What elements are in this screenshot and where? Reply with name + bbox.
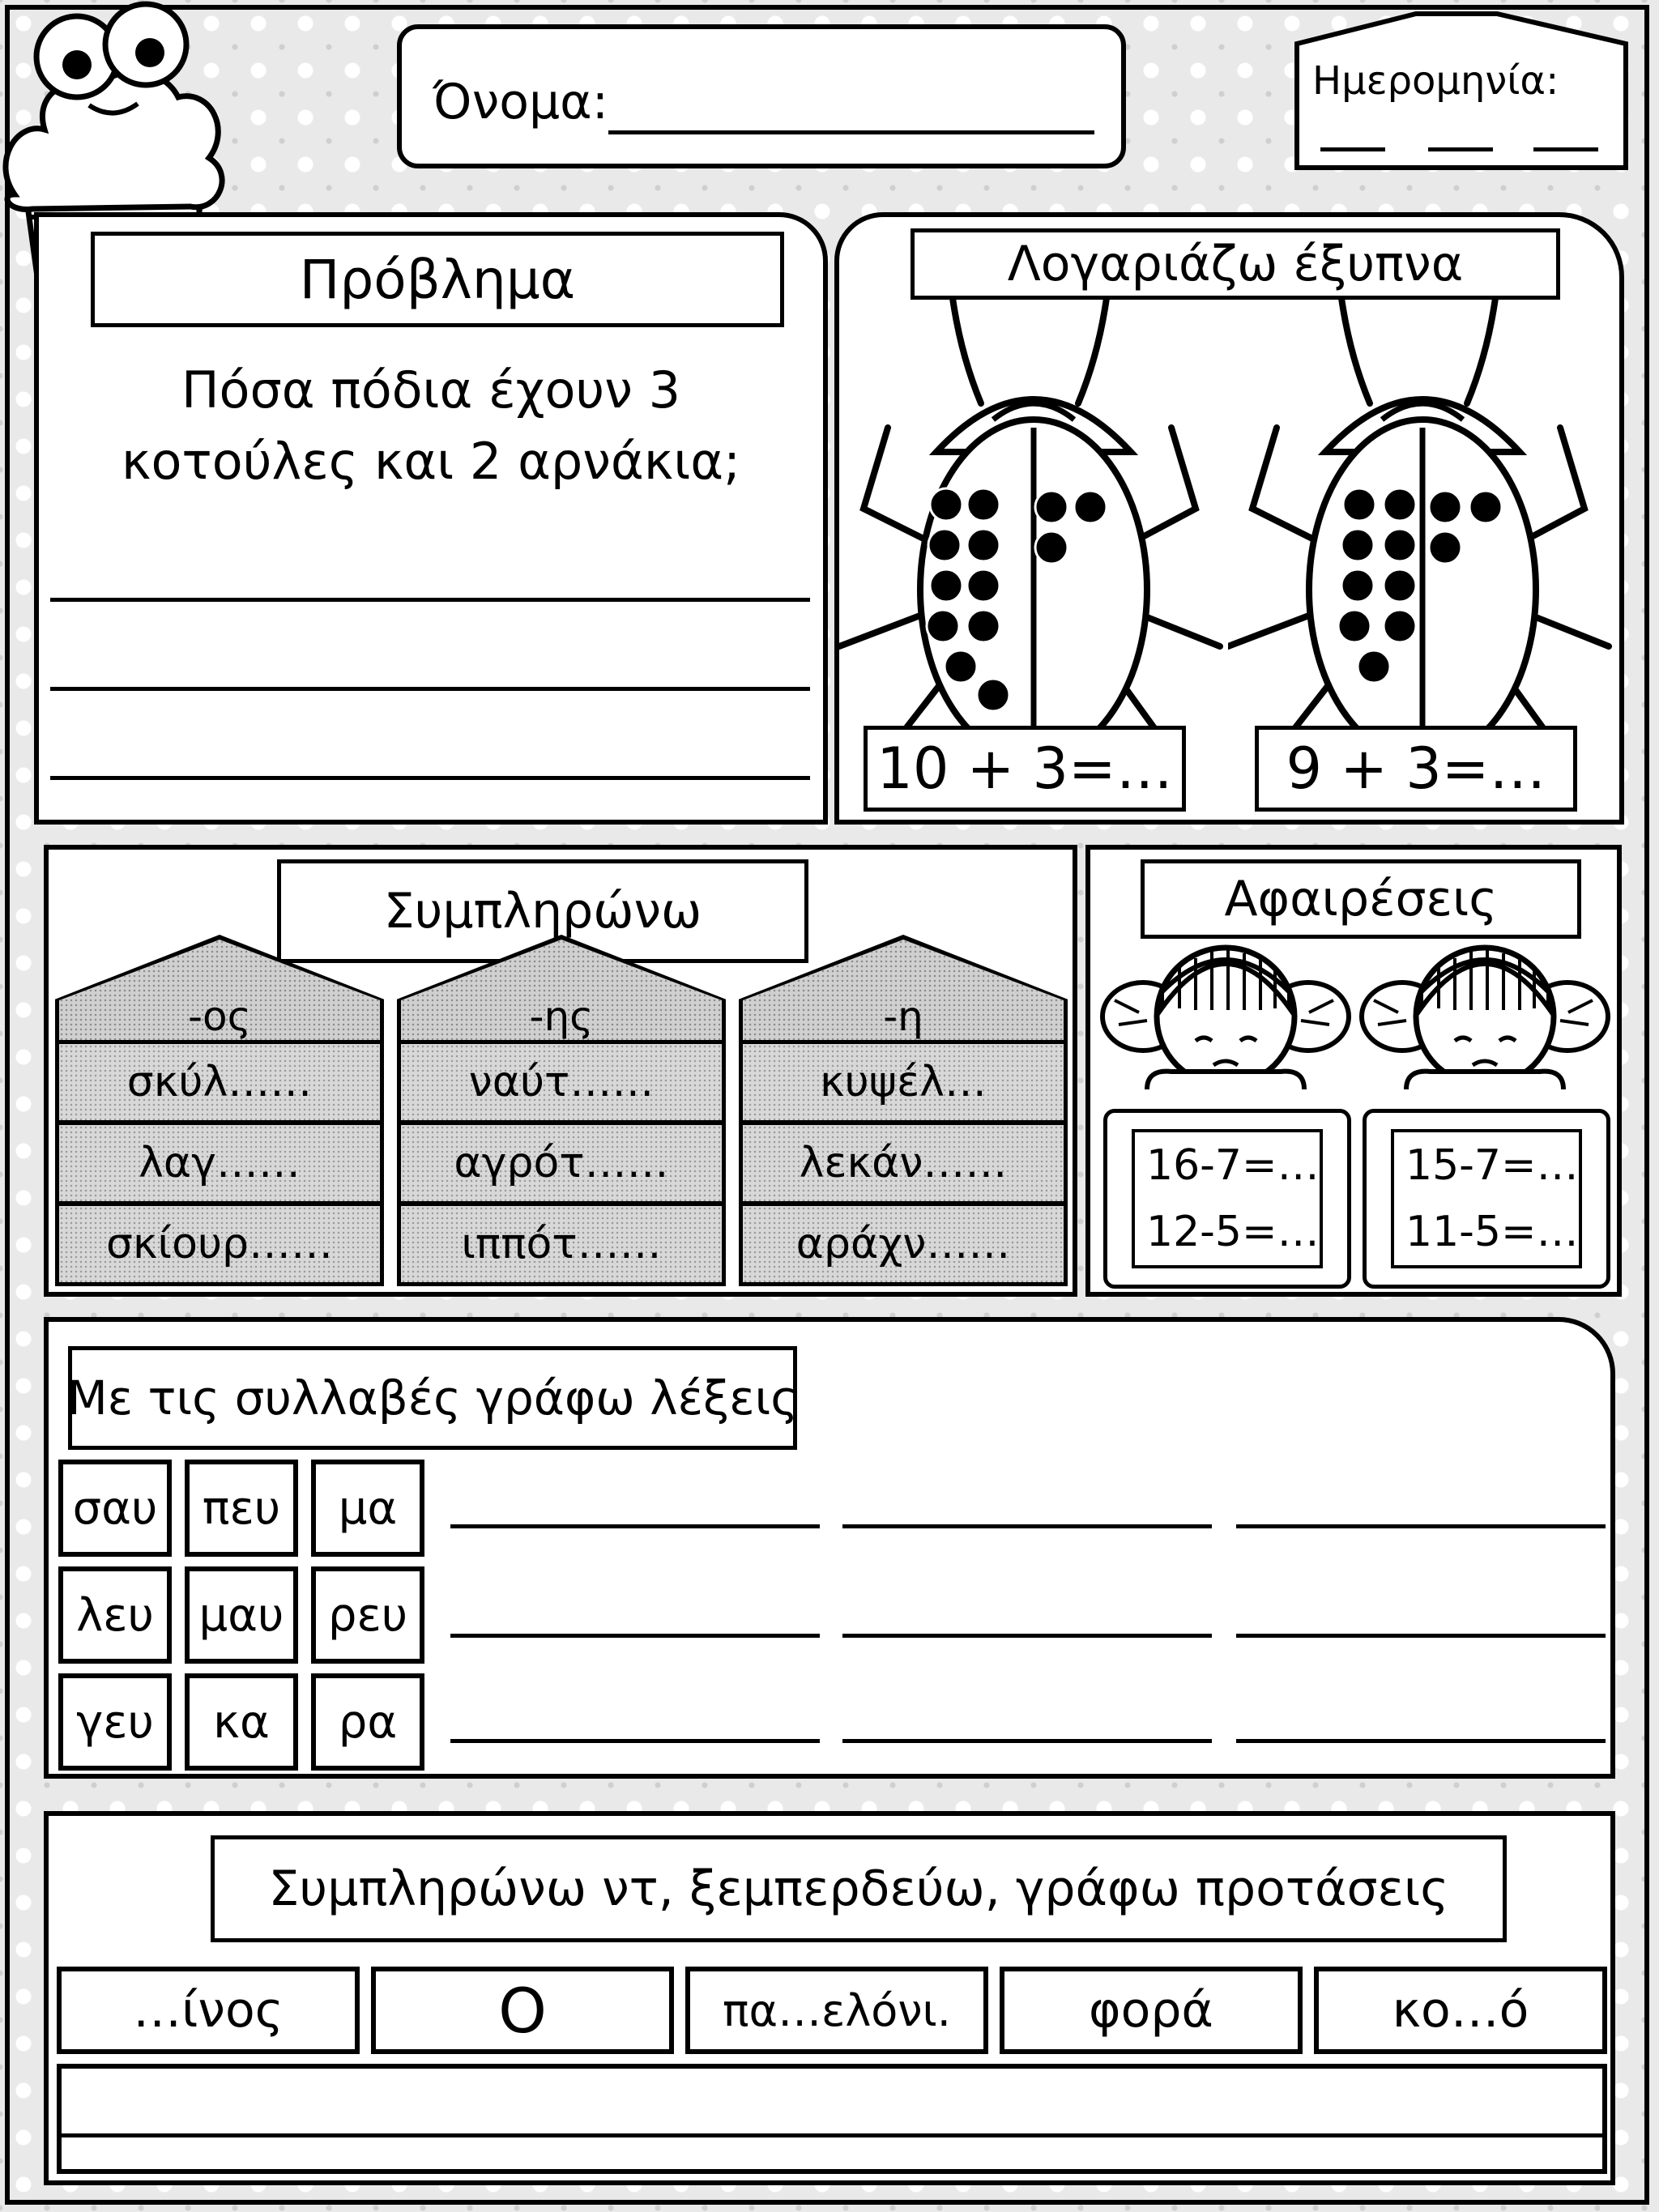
syllable-tile[interactable]: σαυ: [58, 1460, 172, 1557]
subtraction-title-text: Αφαιρέσεις: [1224, 871, 1498, 927]
subtraction-title: [1141, 859, 1581, 939]
ending-label: -η: [883, 993, 923, 1040]
word-answer-line[interactable]: [842, 1524, 1212, 1528]
complete-panel: [44, 845, 1077, 1297]
word-card[interactable]: κο…ό: [1314, 1967, 1607, 2054]
date-year-line[interactable]: [1533, 147, 1598, 151]
word-cell[interactable]: αράχν……: [739, 1202, 1068, 1286]
problem-question-line1: Πόσα πόδια έχουν 3: [181, 360, 681, 420]
date-box: [1294, 11, 1628, 170]
problem-title-text: Πρόβλημα: [299, 248, 576, 311]
ladybug-icon: [839, 298, 1231, 752]
syllables-title-text: Με τις συλλαβές γράφω λέξεις: [66, 1370, 799, 1426]
problem-title: [91, 232, 784, 327]
house-ending-os: [55, 935, 384, 1291]
word-cell[interactable]: σκύλ……: [55, 1040, 384, 1124]
word-answer-line[interactable]: [1236, 1634, 1606, 1638]
sentences-title-text: Συμπληρώνω ντ, ξεμπερδεύω, γράφω προτάσεις: [268, 1860, 1449, 1917]
sentence-writing-area[interactable]: [57, 2064, 1607, 2174]
problem-question-line2: κοτούλες και 2 αρνάκια;: [121, 432, 741, 491]
name-box: [397, 24, 1126, 168]
syllable-tile[interactable]: ρευ: [311, 1566, 424, 1664]
sentences-title: [211, 1835, 1507, 1942]
syllable-tile[interactable]: λευ: [58, 1566, 172, 1664]
ending-label: -ης: [529, 993, 594, 1040]
word-cell[interactable]: λεκάν……: [739, 1121, 1068, 1205]
date-label: Ημερομηνία:: [1312, 58, 1559, 104]
subtraction-equation[interactable]: 11-5=…: [1405, 1208, 1579, 1256]
subtraction-board: [1103, 1109, 1351, 1289]
complete-title-text: Συμπληρώνω: [383, 883, 702, 940]
equation-text: 10 + 3=…: [876, 735, 1173, 802]
sentences-panel: [44, 1811, 1615, 2185]
syllable-tile[interactable]: μαυ: [185, 1566, 298, 1664]
answer-line[interactable]: [50, 776, 810, 780]
word-cell[interactable]: αγρότ……: [397, 1121, 726, 1205]
subtraction-equation[interactable]: 12-5=…: [1146, 1208, 1320, 1256]
house-ending-is: [397, 935, 726, 1291]
word-card[interactable]: Ο: [371, 1967, 674, 2054]
word-cell[interactable]: σκίουρ……: [55, 1202, 384, 1286]
smart-math-panel: [834, 212, 1624, 825]
house-ending-i: [739, 935, 1068, 1291]
equation-box[interactable]: [1255, 726, 1577, 812]
word-cell[interactable]: λαγ……: [55, 1121, 384, 1205]
problem-question: [39, 355, 823, 497]
word-answer-line[interactable]: [842, 1634, 1212, 1638]
ending-label: -ος: [188, 993, 251, 1040]
word-cell[interactable]: ιππότ……: [397, 1202, 726, 1286]
name-input-line[interactable]: [608, 130, 1094, 134]
smart-math-title: [911, 228, 1560, 300]
syllables-panel: [44, 1317, 1615, 1779]
syllables-title: [68, 1346, 797, 1450]
syllable-tile[interactable]: ρα: [311, 1673, 424, 1771]
equation-box[interactable]: [864, 726, 1186, 812]
date-day-line[interactable]: [1320, 147, 1385, 151]
word-answer-line[interactable]: [450, 1524, 820, 1528]
ladybug-icon: [1228, 298, 1620, 752]
syllable-tile[interactable]: μα: [311, 1460, 424, 1557]
date-month-line[interactable]: [1428, 147, 1493, 151]
word-card[interactable]: φορά: [1000, 1967, 1303, 2054]
subtraction-board: [1363, 1109, 1610, 1289]
syllable-tile[interactable]: πευ: [185, 1460, 298, 1557]
syllable-tile[interactable]: κα: [185, 1673, 298, 1771]
smart-math-title-text: Λογαριάζω έξυπνα: [1007, 236, 1464, 292]
girl-icon: [1098, 936, 1353, 1089]
problem-panel: [34, 212, 828, 825]
word-cell[interactable]: κυψέλ…: [739, 1040, 1068, 1124]
answer-line[interactable]: [50, 598, 810, 602]
subtraction-panel: [1085, 845, 1622, 1297]
word-answer-line[interactable]: [450, 1634, 820, 1638]
syllable-tile[interactable]: γευ: [58, 1673, 172, 1771]
word-answer-line[interactable]: [842, 1739, 1212, 1743]
name-label: Όνομα:: [433, 74, 608, 130]
subtraction-equation[interactable]: 16-7=…: [1146, 1141, 1320, 1190]
girl-icon: [1358, 936, 1612, 1089]
answer-line[interactable]: [50, 687, 810, 691]
word-answer-line[interactable]: [1236, 1739, 1606, 1743]
word-answer-line[interactable]: [450, 1739, 820, 1743]
word-answer-line[interactable]: [1236, 1524, 1606, 1528]
word-cell[interactable]: ναύτ……: [397, 1040, 726, 1124]
word-card[interactable]: πα…ελόνι.: [685, 1967, 988, 2054]
subtraction-equation[interactable]: 15-7=…: [1405, 1141, 1579, 1190]
equation-text: 9 + 3=…: [1286, 735, 1546, 802]
word-card[interactable]: …ίνος: [57, 1967, 360, 2054]
